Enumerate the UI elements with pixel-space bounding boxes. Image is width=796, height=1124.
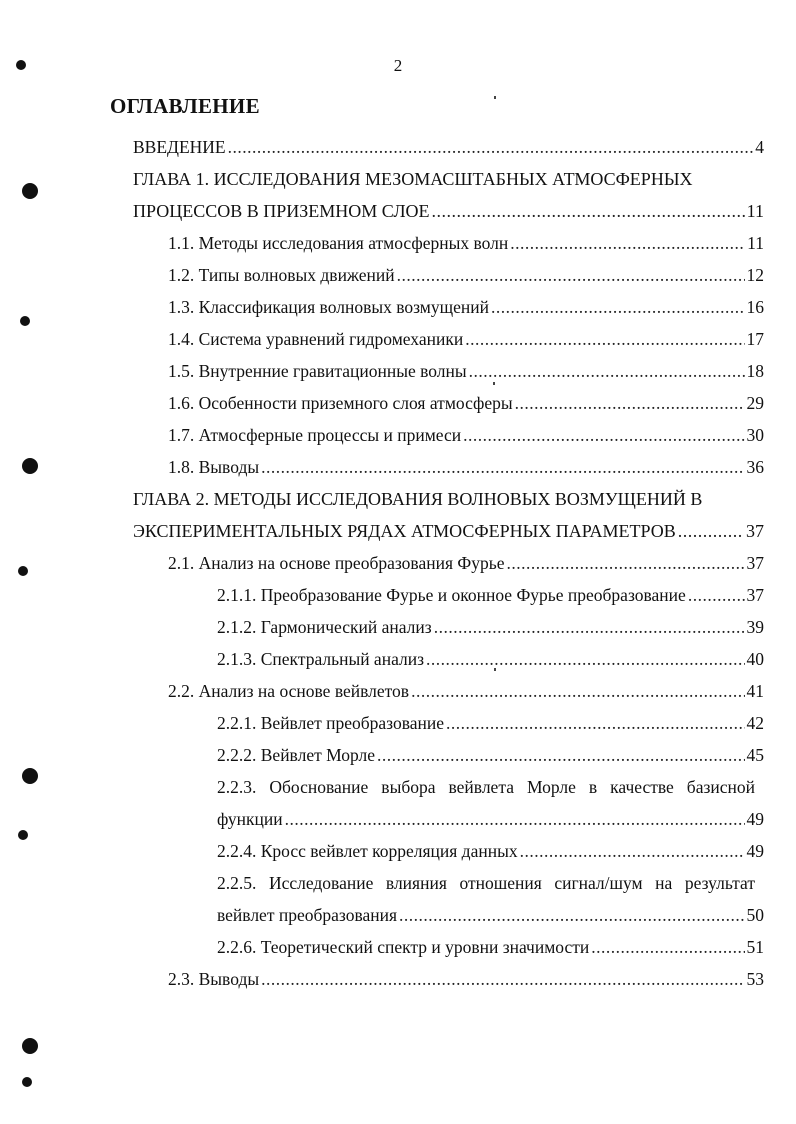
toc-leader-dots: [411, 675, 744, 707]
toc-entry-2-3[interactable]: [168, 963, 764, 995]
toc-entry-2-2-5-line1: 2.2.5. Исследование влияния отношения сигнал/шум на результат: [217, 873, 755, 893]
toc-entry-1-7[interactable]: [168, 419, 764, 451]
toc-entry-label: функции: [217, 809, 283, 829]
toc-entry-page: 37: [746, 585, 764, 605]
toc-leader-dots: [515, 387, 745, 419]
toc-entry-label: ВВЕДЕНИЕ: [133, 137, 226, 157]
toc-entry-2-2[interactable]: [168, 675, 764, 707]
toc-entry-label: ЭКСПЕРИМЕНТАЛЬНЫХ РЯДАХ АТМОСФЕРНЫХ ПАРАМЕТРОВ: [133, 521, 676, 541]
toc-entry-page: 50: [746, 905, 764, 925]
toc-entry-label: 2.1. Анализ на основе преобразования Фурье: [168, 553, 505, 573]
toc-leader-dots: [678, 515, 744, 547]
scan-speck: [18, 566, 28, 576]
toc-leader-dots: [261, 963, 744, 995]
toc-entry-label: 2.2.2. Вейвлет Морле: [217, 745, 376, 765]
scan-mark: [493, 382, 495, 385]
toc-title: ОГЛАВЛЕНИЕ: [110, 94, 260, 118]
toc-leader-dots: [377, 739, 744, 771]
toc-leader-dots: [510, 227, 745, 259]
toc-entry-2-1-1[interactable]: [217, 579, 764, 611]
toc-entry-chapter-1[interactable]: [133, 195, 764, 227]
toc-leader-dots: [491, 291, 745, 323]
toc-entry-label: 1.4. Система уравнений гидромеханики: [168, 329, 464, 349]
toc-leader-dots: [397, 259, 745, 291]
toc-entry-introduction[interactable]: [133, 131, 764, 163]
toc-entry-page: 12: [746, 265, 764, 285]
toc-entry-chapter-2[interactable]: [133, 515, 764, 547]
toc-entry-1-5[interactable]: [168, 355, 764, 387]
toc-entry-label: 2.1.3. Спектральный анализ: [217, 649, 425, 669]
toc-entry-1-3[interactable]: [168, 291, 764, 323]
binder-hole: [22, 458, 38, 474]
toc-leader-dots: [465, 323, 744, 355]
toc-entry-label: 1.6. Особенности приземного слоя атмосферы: [168, 393, 513, 413]
toc-entry-label: 1.5. Внутренние гравитационные волны: [168, 361, 467, 381]
toc-entry-label: 2.1.1. Преобразование Фурье и оконное Фурье преобразование: [217, 585, 686, 605]
toc-entry-label: 2.3. Выводы: [168, 969, 260, 989]
scan-speck: [16, 60, 26, 70]
toc-entry-page: 11: [747, 233, 764, 253]
toc-entry-page: 49: [746, 809, 764, 829]
toc-entry-page: 39: [746, 617, 764, 637]
toc-entry-page: 11: [746, 201, 764, 221]
toc-entry-page: 37: [746, 553, 764, 573]
toc-leader-dots: [688, 579, 745, 611]
toc-entry-page: 30: [746, 425, 764, 445]
toc-entry-page: 42: [746, 713, 764, 733]
toc-leader-dots: [426, 643, 744, 675]
toc-entry-2-2-2[interactable]: [217, 739, 764, 771]
toc-entry-page: 4: [755, 137, 764, 157]
binder-hole: [22, 183, 38, 199]
toc-leader-dots: [399, 899, 744, 931]
toc-entry-page: 37: [746, 521, 764, 541]
toc-entry-2-2-1[interactable]: [217, 707, 764, 739]
toc-entry-1-1[interactable]: [168, 227, 764, 259]
toc-leader-dots: [434, 611, 745, 643]
toc-leader-dots: [469, 355, 745, 387]
toc-entry-page: 29: [746, 393, 764, 413]
toc-entry-page: 16: [746, 297, 764, 317]
binder-hole: [22, 768, 38, 784]
toc-entry-label: 1.2. Типы волновых движений: [168, 265, 395, 285]
toc-entry-page: 53: [746, 969, 764, 989]
toc-leader-dots: [228, 131, 754, 163]
scan-mark: [494, 668, 496, 671]
toc-leader-dots: [506, 547, 744, 579]
binder-hole: [22, 1038, 38, 1054]
toc-entry-label: 2.1.2. Гармонический анализ: [217, 617, 432, 637]
toc-entry-1-4[interactable]: [168, 323, 764, 355]
toc-entry-1-6[interactable]: [168, 387, 764, 419]
toc-entry-label: 1.1. Методы исследования атмосферных волн: [168, 233, 509, 253]
toc-leader-dots: [591, 931, 744, 963]
toc-entry-page: 36: [746, 457, 764, 477]
toc-entry-2-2-3-line1: 2.2.3. Обоснование выбора вейвлета Морле в качестве базисной: [217, 777, 755, 797]
page-number: 2: [393, 56, 403, 75]
toc-entry-2-1-2[interactable]: [217, 611, 764, 643]
toc-leader-dots: [446, 707, 744, 739]
toc-entry-label: вейвлет преобразования: [217, 905, 398, 925]
scan-speck: [20, 316, 30, 326]
toc-entry-page: 40: [746, 649, 764, 669]
toc-entry-2-2-3[interactable]: [217, 803, 764, 835]
toc-entry-label: 2.2.1. Вейвлет преобразование: [217, 713, 445, 733]
toc-entry-2-1-3[interactable]: [217, 643, 764, 675]
toc-entry-2-1[interactable]: [168, 547, 764, 579]
toc-entry-page: 41: [746, 681, 764, 701]
toc-entry-page: 18: [746, 361, 764, 381]
toc-leader-dots: [285, 803, 745, 835]
toc-chapter-2-line1: ГЛАВА 2. МЕТОДЫ ИССЛЕДОВАНИЯ ВОЛНОВЫХ ВОЗМУЩЕНИЙ В: [133, 489, 703, 509]
toc-entry-2-2-4[interactable]: [217, 835, 764, 867]
toc-leader-dots: [432, 195, 745, 227]
toc-leader-dots: [261, 451, 744, 483]
toc-entry-label: ПРОЦЕССОВ В ПРИЗЕМНОМ СЛОЕ: [133, 201, 430, 221]
toc-entry-page: 17: [746, 329, 764, 349]
toc-chapter-1-line1: ГЛАВА 1. ИССЛЕДОВАНИЯ МЕЗОМАСШТАБНЫХ АТМОСФЕРНЫХ: [133, 169, 693, 189]
toc-leader-dots: [463, 419, 744, 451]
toc-entry-label: 1.7. Атмосферные процессы и примеси: [168, 425, 462, 445]
scan-speck: [22, 1077, 32, 1087]
toc-entry-page: 49: [746, 841, 764, 861]
toc-entry-label: 2.2.6. Теоретический спектр и уровни значимости: [217, 937, 590, 957]
toc-entry-label: 2.2.4. Кросс вейвлет корреляция данных: [217, 841, 518, 861]
toc-entry-1-8[interactable]: [168, 451, 764, 483]
toc-entry-label: 1.8. Выводы: [168, 457, 260, 477]
scan-mark: [494, 96, 496, 99]
toc-entry-label: 1.3. Классификация волновых возмущений: [168, 297, 489, 317]
scan-speck: [18, 830, 28, 840]
toc-entry-2-2-6[interactable]: [217, 931, 764, 963]
toc-leader-dots: [520, 835, 745, 867]
toc-entry-page: 51: [746, 937, 764, 957]
toc-entry-page: 45: [746, 745, 764, 765]
toc-entry-label: 2.2. Анализ на основе вейвлетов: [168, 681, 410, 701]
toc-entry-1-2[interactable]: [168, 259, 764, 291]
toc-entry-2-2-5[interactable]: [217, 899, 764, 931]
